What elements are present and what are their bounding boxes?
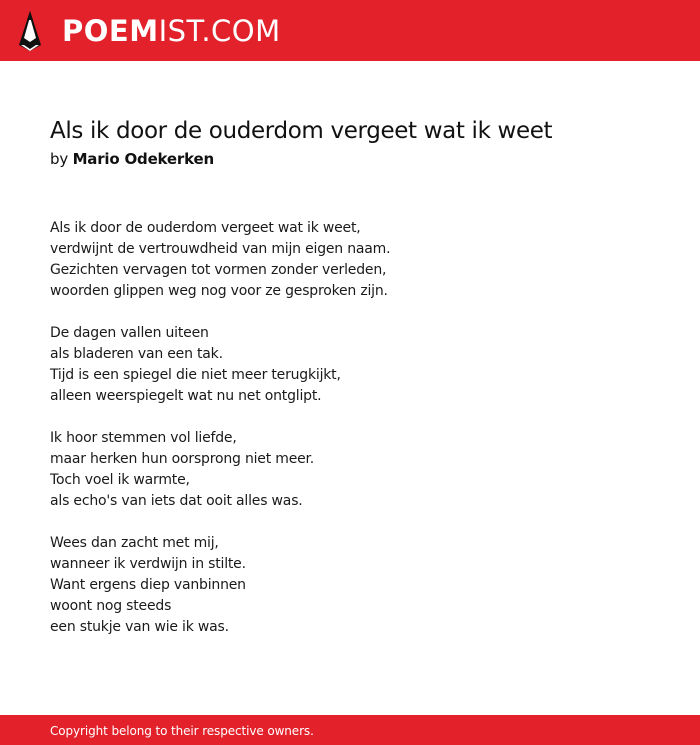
- poem-line: De dagen vallen uiteen: [50, 325, 209, 341]
- poem-line: alleen weerspiegelt wat nu net ontglipt.: [50, 388, 322, 404]
- poem-title: Als ik door de ouderdom vergeet wat ik weet: [50, 118, 553, 144]
- poem-stanza-2: [50, 323, 670, 407]
- poem-line: wanneer ik verdwijn in stilte.: [50, 556, 246, 572]
- poem-author: Mario Odekerken: [72, 150, 214, 168]
- site-footer: [0, 715, 700, 745]
- poem-line: als bladeren van een tak.: [50, 346, 223, 362]
- poem-body: [50, 218, 670, 659]
- poem-line: maar herken hun oorsprong niet meer.: [50, 451, 315, 467]
- poem-line: Wees dan zacht met mij,: [50, 535, 219, 551]
- poem-line: Toch voel ik warmte,: [50, 472, 190, 488]
- site-logo[interactable]: [62, 12, 281, 50]
- poem-byline: [50, 149, 214, 169]
- poem-stanza-1: [50, 218, 670, 302]
- poem-line: Als ik door de ouderdom vergeet wat ik weet,: [50, 220, 361, 236]
- poem-line: Ik hoor stemmen vol liefde,: [50, 430, 237, 446]
- site-logo-bold: POEM: [62, 14, 159, 48]
- site-logo-light: IST.COM: [158, 14, 281, 48]
- poem-line: Tijd is een spiegel die niet meer terugkijkt,: [50, 367, 341, 383]
- pencil-icon[interactable]: [17, 10, 43, 52]
- byline-label: by: [50, 150, 68, 168]
- site-header: [0, 0, 700, 61]
- poem-line: als echo's van iets dat ooit alles was.: [50, 493, 303, 509]
- poem-line: woorden glippen weg nog voor ze gesproken zijn.: [50, 283, 388, 299]
- poem-stanza-3: [50, 428, 670, 512]
- poem-line: Gezichten vervagen tot vormen zonder verleden,: [50, 262, 387, 278]
- poem-stanza-4: [50, 533, 670, 638]
- poem-line: een stukje van wie ik was.: [50, 619, 229, 635]
- copyright-text: Copyright belong to their respective owners.: [50, 724, 314, 738]
- poem-line: verdwijnt de vertrouwdheid van mijn eigen naam.: [50, 241, 391, 257]
- poem-line: woont nog steeds: [50, 598, 172, 614]
- poem-line: Want ergens diep vanbinnen: [50, 577, 246, 593]
